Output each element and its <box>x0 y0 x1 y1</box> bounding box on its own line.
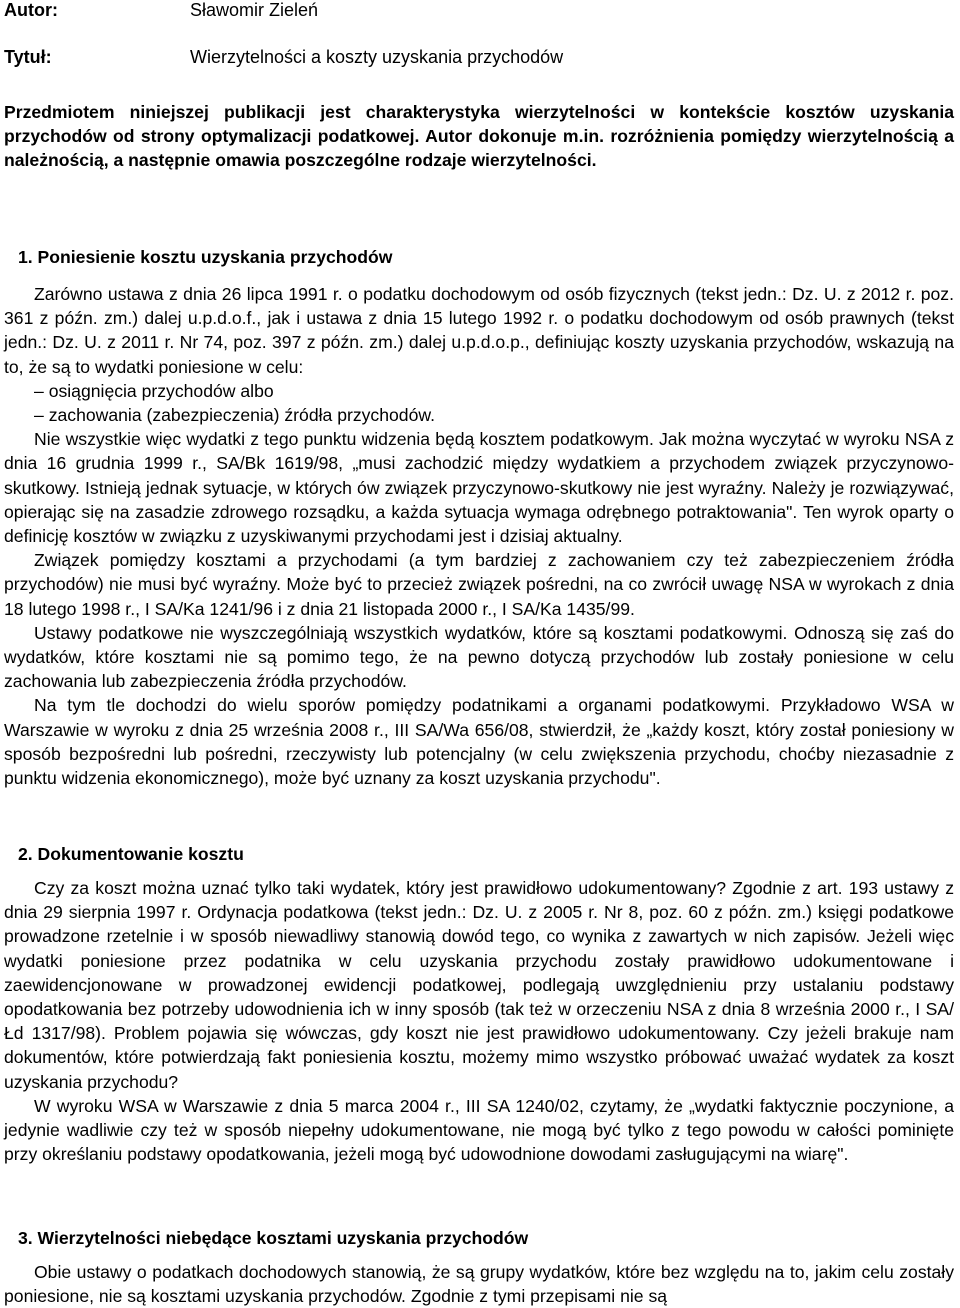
paragraph: Nie wszystkie więc wydatki z tego punktu widzenia będą kosztem podatkowym. Jak można wyczytać w wyroku NSA z dnia 16 grudnia 1999 r., SA/Bk 1619/98, „musi zachodzić między wydatkiem a przychodem związek przyczynowo-skutkowy. Istnieją jednak sytuacje, w których ów związek przyczynowo-skutkowy nie jest wyraźny. Należy je rozwiązywać, opierając się na zasadzie zdrowego rozsądku, a każda sytuacja wymaga odrębnego potraktowania". Ten wyrok oparty o definicję kosztów w związku z uzyskiwanymi przychodami jest i dzisiaj aktualny. <box>4 429 954 547</box>
paragraph: Czy za koszt można uznać tylko taki wydatek, który jest prawidłowo udokumentowany? Zgodnie z art. 193 ustawy z dnia 29 sierpnia 1997 r. Ordynacja podatkowa (tekst jedn.: Dz. U. z 2005 r. Nr 8, poz. 60 z późn. zm.) księgi podatkowe prowadzone rzetelnie i w sposób niewadliwy stanowią dowód tego, co wynika z zawartych w nich zapisów. Jeżeli więc wydatki poniesione przez podatnika w celu uzyskania przychodu zostały prawidłowo udokumentowane i zaewidencjonowane w prowadzonej ewidencji podatkowej, podlegają uwzględnieniu przy ustalaniu podstawy opodatkowania bez potrzeby udowodnienia ich w inny sposób (tak też w orzeczeniu NSA z dnia 8 września 2000 r., I SA/Łd 1317/98). Problem pojawia się wówczas, gdy koszt nie jest prawidłowo udokumentowany. Czy jeżeli brakuje nam dokumentów, które potwierdzają fakt poniesienia kosztu, możemy mimo wszystko próbować uważać wydatek za koszt uzyskania przychodu? <box>4 878 954 1092</box>
section-1-heading: 1. Poniesienie kosztu uzyskania przychodów <box>18 247 393 267</box>
section-2-body <box>4 876 954 1166</box>
abstract: Przedmiotem niniejszej publikacji jest charakterystyka wierzytelności w kontekście kosztów uzyskania przychodów od strony optymalizacji podatkowej. Autor dokonuje m.in. rozróżnienia pomiędzy wierzytelnością a należnością, a następnie omawia poszczególne rodzaje wierzytelności. <box>4 102 954 171</box>
paragraph: Zarówno ustawa z dnia 26 lipca 1991 r. o podatku dochodowym od osób fizycznych (tekst jedn.: Dz. U. z 2012 r. poz. 361 z późn. zm.) dalej u.p.d.o.f., jak i ustawa z dnia 15 lutego 1992 r. o podatku dochodowym od osób prawnych (tekst jedn.: Dz. U. z 2011 r. Nr 74, poz. 397 z późn. zm.) dalej u.p.d.o.p., definiując koszty uzyskania przychodów, wskazują na to, że są to wydatki poniesione w celu: <box>4 284 954 377</box>
section-3-body <box>4 1260 954 1308</box>
paragraph: W wyroku WSA w Warszawie z dnia 5 marca 2004 r., III SA 1240/02, czytamy, że „wydatki faktycznie poczynione, a jedynie wadliwie czy też w sposób niepełny udokumentowane, nie mogą być tylko z tego powodu w całości pominięte przy określaniu podstawy opodatkowania, jeżeli mogą być udowodnione dowodami zasługującymi na wiarę". <box>4 1095 954 1165</box>
list-item: – osiągnięcia przychodów albo <box>34 380 274 401</box>
author-value: Sławomir Zieleń <box>190 0 319 20</box>
list-item-text: zachowania (zabezpieczenia) źródła przychodów. <box>48 405 435 426</box>
section-3-heading: 3. Wierzytelności niebędące kosztami uzyskania przychodów <box>18 1228 529 1248</box>
title-label: Tytuł: <box>4 47 52 67</box>
section-2-heading: 2. Dokumentowanie kosztu <box>18 844 244 864</box>
paragraph: Związek pomiędzy kosztami a przychodami (a tym bardziej z zachowaniem czy też zabezpieczeniem źródła przychodów) nie musi być wyraźny. Może być to przecież związek pośredni, na co zwrócił uwagę NSA w wyrokach z dnia 18 lutego 1998 r., I SA/Ka 1241/96 i z dnia 21 listopada 2000 r., I SA/Ka 1435/99. <box>4 550 954 619</box>
list-item-text: osiągnięcia przychodów albo <box>48 380 274 401</box>
title-value: Wierzytelności a koszty uzyskania przychodów <box>190 47 564 67</box>
author-label: Autor: <box>4 0 58 20</box>
paragraph: Ustawy podatkowe nie wyszczególniają wszystkich wydatków, które są kosztami podatkowymi. Odnoszą się zaś do wydatków, które kosztami nie są pomimo tego, że na pewno dotyczą przychodów lub zostały poniesione w celu zachowania lub zabezpieczenia źródła przychodów. <box>4 622 954 692</box>
paragraph: Na tym tle dochodzi do wielu sporów pomiędzy podatnikami a organami podatkowymi. Przykładowo WSA w Warszawie w wyroku z dnia 25 września 2008 r., III SA/Wa 656/08, stwierdził, że „każdy koszt, który został poniesiony w sposób bezpośredni lub pośredni, rzeczywisty lub potencjalny (w celu zwiększenia przychodu, choćby niezasadnie z punktu widzenia ekonomicznego), może być uznany za koszt uzyskania przychodu". <box>4 695 954 789</box>
paragraph: Obie ustawy o podatkach dochodowych stanowią, że są grupy wydatków, które bez względu na to, jakim celu zostały poniesione, nie są kosztami uzyskania przychodów. Zgodnie z tymi przepisami nie są <box>4 1262 954 1307</box>
list-item: – zachowania (zabezpieczenia) źródła przychodów. <box>34 405 435 426</box>
section-1-body <box>4 282 954 790</box>
